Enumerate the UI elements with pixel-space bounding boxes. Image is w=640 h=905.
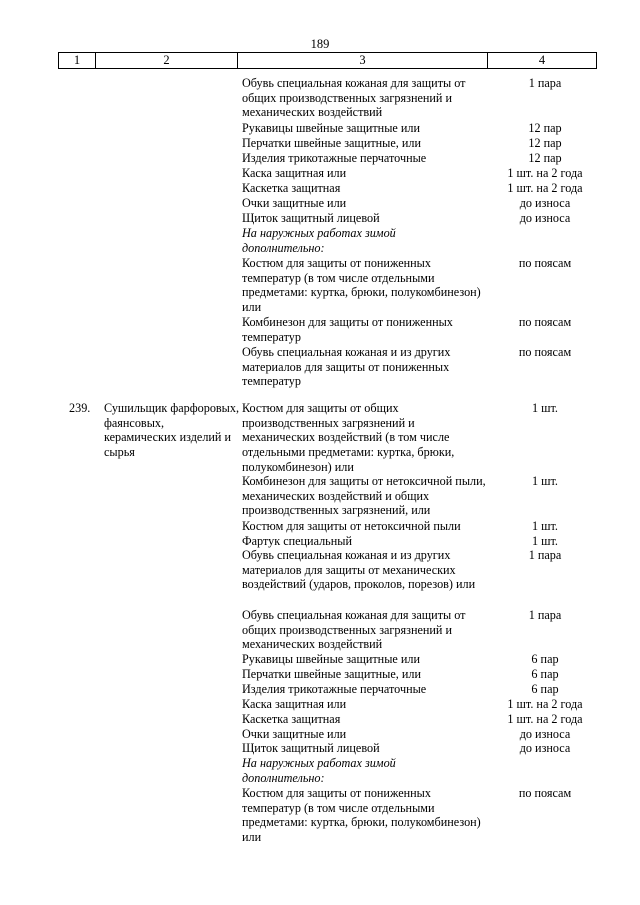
item-quantity: 12 пар <box>528 121 562 135</box>
header-col-2: 2 <box>163 53 170 67</box>
page-number: 189 <box>310 37 330 51</box>
section-note: На наружных работах зимой дополнительно: <box>242 756 396 785</box>
item-quantity: 12 пар <box>528 151 562 165</box>
item-text: Обувь специальная кожаная для защиты от общих производственных загрязнений и механических воздействий <box>242 76 466 120</box>
item-text: Рукавицы швейные защитные или <box>242 652 420 666</box>
item-quantity: до износа <box>519 211 571 225</box>
item-text: Костюм для защиты от пониженных температур (в том числе отдельными предметами: куртка, брюки, полукомбинезон) или <box>242 256 481 315</box>
item-quantity: 1 шт. <box>532 519 558 533</box>
item-text: Каска защитная или <box>242 166 347 180</box>
item-quantity: 1 шт. на 2 года <box>507 712 583 726</box>
item-text: Костюм для защиты от общих производственных загрязнений и механических воздействий (в том числе отдельными предметами: куртка, брюки, полукомбинезон) или <box>242 401 455 474</box>
item-quantity: 1 шт. <box>532 534 558 548</box>
item-text: Каска защитная или <box>242 697 347 711</box>
item-text: Комбинезон для защиты от нетоксичной пыли, механических воздействий и общих производственных загрязнений, или <box>242 474 486 518</box>
item-quantity: 6 пар <box>531 667 559 681</box>
item-text: Щиток защитный лицевой <box>242 211 380 225</box>
item-text: Изделия трикотажные перчаточные <box>242 151 427 165</box>
item-text: Обувь специальная кожаная и из других материалов для защиты от механических воздействий (ударов, проколов, порезов) или <box>242 548 476 592</box>
header-col-3: 3 <box>359 53 366 67</box>
item-quantity: 1 шт. на 2 года <box>507 181 583 195</box>
item-text: Каскетка защитная <box>242 181 341 195</box>
item-quantity: 1 шт. на 2 года <box>507 166 583 180</box>
item-quantity: по поясам <box>518 315 572 329</box>
item-text: Щиток защитный лицевой <box>242 741 380 755</box>
item-quantity: до износа <box>519 196 571 210</box>
item-quantity: 1 шт. <box>532 401 558 415</box>
item-quantity: 1 пара <box>528 608 562 622</box>
table-header <box>58 52 597 69</box>
header-col-4: 4 <box>538 53 546 67</box>
item-text: Очки защитные или <box>242 196 347 210</box>
item-text: Обувь специальная кожаная и из других материалов для защиты от пониженных температур <box>242 345 451 389</box>
item-text: Обувь специальная кожаная для защиты от общих производственных загрязнений и механических воздействий <box>242 608 466 652</box>
item-text: Костюм для защиты от нетоксичной пыли <box>242 519 461 533</box>
item-quantity: по поясам <box>518 256 572 270</box>
item-quantity: по поясам <box>518 786 572 800</box>
item-text: Перчатки швейные защитные, или <box>242 667 422 681</box>
item-text: Каскетка защитная <box>242 712 341 726</box>
item-text: Костюм для защиты от пониженных температур (в том числе отдельными предметами: куртка, брюки, полукомбинезон) или <box>242 786 481 845</box>
item-quantity: 6 пар <box>531 682 559 696</box>
item-text: Перчатки швейные защитные, или <box>242 136 422 150</box>
item-text: Фартук специальный <box>242 534 352 548</box>
item-quantity: по поясам <box>518 345 572 359</box>
item-text: Комбинезон для защиты от пониженных температур <box>242 315 453 344</box>
item-quantity: до износа <box>519 741 571 755</box>
item-text: Рукавицы швейные защитные или <box>242 121 420 135</box>
item-quantity: 1 шт. на 2 года <box>507 697 583 711</box>
item-quantity: 1 пара <box>528 76 562 90</box>
item-quantity: 1 пара <box>528 548 562 562</box>
item-quantity: 12 пар <box>528 136 562 150</box>
section-note: На наружных работах зимой дополнительно: <box>242 226 396 255</box>
row-number: 239. <box>69 401 91 415</box>
item-quantity: 6 пар <box>531 652 559 666</box>
header-col-1: 1 <box>73 53 81 67</box>
item-text: Изделия трикотажные перчаточные <box>242 682 427 696</box>
item-text: Очки защитные или <box>242 727 347 741</box>
item-quantity: до износа <box>519 727 571 741</box>
item-quantity: 1 шт. <box>532 474 558 488</box>
profession-name: Сушильщик фарфоровых, фаянсовых, керамических изделий и сырья <box>104 401 240 460</box>
